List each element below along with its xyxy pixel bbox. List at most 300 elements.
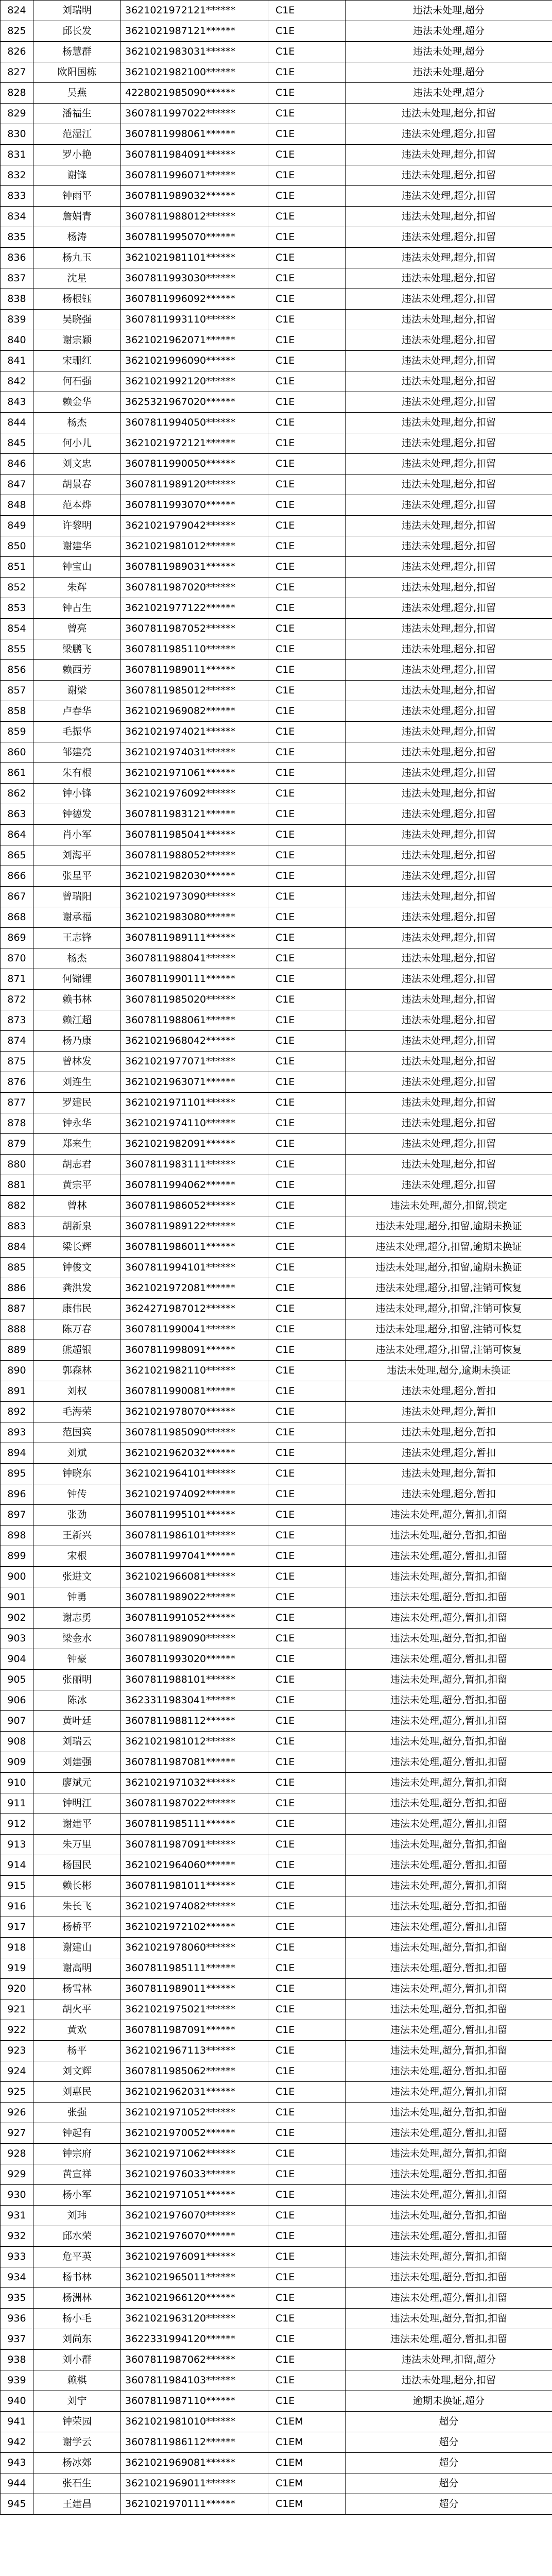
id-number-cell: 3607811989031****** — [121, 557, 268, 578]
table-row — [1, 2164, 552, 2185]
row-number-cell: 891 — [1, 1381, 33, 1402]
name-cell: 张石生 — [33, 2473, 121, 2494]
id-number-cell: 3621021969011****** — [121, 2473, 268, 2494]
status-cell: 违法未处理,超分,扣留 — [346, 454, 552, 474]
name-cell: 刘文忠 — [33, 454, 121, 474]
row-number-cell: 906 — [1, 1690, 33, 1711]
row-number-cell: 859 — [1, 722, 33, 742]
row-number-cell: 857 — [1, 681, 33, 701]
status-cell: 违法未处理,超分 — [346, 1, 552, 21]
license-class-cell: C1E — [268, 536, 346, 557]
id-number-cell: 3607811989111****** — [121, 928, 268, 948]
table-row — [1, 1196, 552, 1216]
table-row — [1, 207, 552, 227]
table-row — [1, 1361, 552, 1381]
row-number-cell: 830 — [1, 124, 33, 145]
table-row — [1, 2041, 552, 2061]
id-number-cell: 3621021969082****** — [121, 701, 268, 722]
row-number-cell: 907 — [1, 1711, 33, 1732]
id-number-cell: 3621021962032****** — [121, 1443, 268, 1464]
license-class-cell: C1E — [268, 1711, 346, 1732]
name-cell: 胡志君 — [33, 1155, 121, 1175]
status-cell: 违法未处理,超分,暂扣,扣留 — [346, 1690, 552, 1711]
row-number-cell: 867 — [1, 887, 33, 907]
id-number-cell: 3621021965011****** — [121, 2267, 268, 2288]
name-cell: 刘海平 — [33, 845, 121, 866]
license-class-cell: C1E — [268, 1608, 346, 1629]
row-number-cell: 829 — [1, 104, 33, 124]
name-cell: 赖金华 — [33, 392, 121, 413]
row-number-cell: 844 — [1, 413, 33, 433]
license-class-cell: C1E — [268, 165, 346, 186]
id-number-cell: 3607811994062****** — [121, 1175, 268, 1196]
name-cell: 杨冰郊 — [33, 2453, 121, 2473]
id-number-cell: 3607811993020****** — [121, 1649, 268, 1670]
table-row — [1, 1938, 552, 1958]
license-class-cell: C1E — [268, 2391, 346, 2412]
name-cell: 吴晓强 — [33, 310, 121, 330]
table-row — [1, 1216, 552, 1237]
id-number-cell: 3621021982030****** — [121, 866, 268, 887]
row-number-cell: 866 — [1, 866, 33, 887]
name-cell: 刘斌 — [33, 1443, 121, 1464]
row-number-cell: 864 — [1, 825, 33, 845]
table-row — [1, 1278, 552, 1299]
row-number-cell: 849 — [1, 516, 33, 536]
table-row — [1, 474, 552, 495]
row-number-cell: 865 — [1, 845, 33, 866]
row-number-cell: 838 — [1, 289, 33, 310]
table-row — [1, 2288, 552, 2309]
status-cell: 违法未处理,超分,暂扣,扣留 — [346, 2041, 552, 2061]
table-row — [1, 2309, 552, 2329]
row-number-cell: 921 — [1, 1999, 33, 2020]
license-class-cell: C1E — [268, 763, 346, 784]
table-row — [1, 1773, 552, 1793]
row-number-cell: 920 — [1, 1979, 33, 1999]
status-cell: 违法未处理,超分,暂扣,扣留 — [346, 2206, 552, 2226]
name-cell: 杨国民 — [33, 1855, 121, 1876]
row-number-cell: 897 — [1, 1505, 33, 1526]
id-number-cell: 3607811988061****** — [121, 1010, 268, 1031]
table-row — [1, 1072, 552, 1093]
license-class-cell: C1E — [268, 2164, 346, 2185]
id-number-cell: 3621021992120****** — [121, 371, 268, 392]
id-number-cell: 3607811987062****** — [121, 2350, 268, 2370]
name-cell: 赖长彬 — [33, 1876, 121, 1896]
table-row — [1, 495, 552, 516]
license-class-cell: C1E — [268, 1237, 346, 1258]
id-number-cell: 3621021983031****** — [121, 42, 268, 62]
status-cell: 违法未处理,超分,扣留 — [346, 371, 552, 392]
id-number-cell: 3621021981010****** — [121, 2412, 268, 2432]
name-cell: 黄欢 — [33, 2020, 121, 2041]
name-cell: 王新兴 — [33, 1526, 121, 1546]
id-number-cell: 4228021985090****** — [121, 83, 268, 104]
name-cell: 杨九玉 — [33, 248, 121, 268]
status-cell: 违法未处理,超分,暂扣,扣留 — [346, 1752, 552, 1773]
status-cell: 违法未处理,超分,扣留 — [346, 866, 552, 887]
table-row — [1, 42, 552, 62]
row-number-cell: 886 — [1, 1278, 33, 1299]
license-class-cell: C1E — [268, 1010, 346, 1031]
table-row — [1, 1732, 552, 1752]
id-number-cell: 3607811985111****** — [121, 1814, 268, 1835]
status-cell: 超分 — [346, 2494, 552, 2515]
id-number-cell: 3621021974082****** — [121, 1896, 268, 1917]
id-number-cell: 3621021973090****** — [121, 887, 268, 907]
license-class-cell: C1E — [268, 887, 346, 907]
row-number-cell: 933 — [1, 2247, 33, 2267]
status-cell: 违法未处理,超分,扣留 — [346, 207, 552, 227]
status-cell: 违法未处理,超分,扣留 — [346, 289, 552, 310]
license-class-cell: C1E — [268, 1526, 346, 1546]
id-number-cell: 3607811985020****** — [121, 990, 268, 1010]
table-row — [1, 248, 552, 268]
id-number-cell: 3621021972121****** — [121, 1, 268, 21]
status-cell: 违法未处理,超分 — [346, 62, 552, 83]
name-cell: 许黎明 — [33, 516, 121, 536]
table-row — [1, 1896, 552, 1917]
id-number-cell: 3621021976091****** — [121, 2247, 268, 2267]
license-class-cell: C1E — [268, 1876, 346, 1896]
status-cell: 违法未处理,超分,暂扣,扣留 — [346, 2061, 552, 2082]
row-number-cell: 869 — [1, 928, 33, 948]
name-cell: 陈万春 — [33, 1319, 121, 1340]
name-cell: 谢高明 — [33, 1958, 121, 1979]
row-number-cell: 919 — [1, 1958, 33, 1979]
name-cell: 刘连生 — [33, 1072, 121, 1093]
license-class-cell: C1E — [268, 1752, 346, 1773]
id-number-cell: 3621021971062****** — [121, 2144, 268, 2164]
table-row — [1, 1876, 552, 1896]
license-class-cell: C1E — [268, 83, 346, 104]
license-class-cell: C1E — [268, 1546, 346, 1567]
row-number-cell: 939 — [1, 2370, 33, 2391]
license-class-cell: C1E — [268, 681, 346, 701]
table-row — [1, 2329, 552, 2350]
license-class-cell: C1E — [268, 2350, 346, 2370]
id-number-cell: 3607811989090****** — [121, 1629, 268, 1649]
name-cell: 赖书林 — [33, 990, 121, 1010]
id-number-cell: 3607811988052****** — [121, 845, 268, 866]
row-number-cell: 903 — [1, 1629, 33, 1649]
table-row — [1, 2082, 552, 2103]
status-cell: 违法未处理,超分,扣留 — [346, 722, 552, 742]
table-row — [1, 330, 552, 351]
table-row — [1, 2144, 552, 2164]
id-number-cell: 3607811985012****** — [121, 681, 268, 701]
id-number-cell: 3607811989122****** — [121, 1216, 268, 1237]
table-row — [1, 1093, 552, 1113]
status-cell: 违法未处理,超分,暂扣 — [346, 1443, 552, 1464]
table-row — [1, 104, 552, 124]
name-cell: 刘尚东 — [33, 2329, 121, 2350]
id-number-cell: 3621021976070****** — [121, 2226, 268, 2247]
row-number-cell: 870 — [1, 948, 33, 969]
license-class-cell: C1EM — [268, 2494, 346, 2515]
table-row — [1, 784, 552, 804]
row-number-cell: 936 — [1, 2309, 33, 2329]
table-row — [1, 1979, 552, 1999]
status-cell: 违法未处理,超分,扣留 — [346, 578, 552, 598]
name-cell: 张进文 — [33, 1567, 121, 1587]
status-cell: 违法未处理,超分,扣留 — [346, 433, 552, 454]
status-cell: 违法未处理,超分,暂扣,扣留 — [346, 1855, 552, 1876]
name-cell: 毛振华 — [33, 722, 121, 742]
name-cell: 曾瑞阳 — [33, 887, 121, 907]
row-number-cell: 861 — [1, 763, 33, 784]
name-cell: 杨洲林 — [33, 2288, 121, 2309]
license-class-cell: C1E — [268, 1567, 346, 1587]
id-number-cell: 3607811997041****** — [121, 1546, 268, 1567]
name-cell: 谢建华 — [33, 536, 121, 557]
status-cell: 违法未处理,超分,暂扣,扣留 — [346, 1814, 552, 1835]
id-number-cell: 3607811990050****** — [121, 454, 268, 474]
status-cell: 违法未处理,超分,扣留,逾期未换证 — [346, 1216, 552, 1237]
id-number-cell: 3607811987110****** — [121, 2391, 268, 2412]
id-number-cell: 3607811986112****** — [121, 2432, 268, 2453]
table-row — [1, 1381, 552, 1402]
id-number-cell: 3621021962071****** — [121, 330, 268, 351]
name-cell: 谢锋 — [33, 165, 121, 186]
name-cell: 朱有根 — [33, 763, 121, 784]
row-number-cell: 852 — [1, 578, 33, 598]
license-class-cell: C1E — [268, 371, 346, 392]
status-cell: 违法未处理,超分,暂扣,扣留 — [346, 2267, 552, 2288]
id-number-cell: 3607811993030****** — [121, 268, 268, 289]
name-cell: 邱长发 — [33, 21, 121, 42]
row-number-cell: 862 — [1, 784, 33, 804]
name-cell: 杨杰 — [33, 413, 121, 433]
id-number-cell: 3621021974031****** — [121, 742, 268, 763]
id-number-cell: 3607811998061****** — [121, 124, 268, 145]
id-number-cell: 3607811988041****** — [121, 948, 268, 969]
table-row — [1, 2020, 552, 2041]
id-number-cell: 3621021966081****** — [121, 1567, 268, 1587]
table-row — [1, 928, 552, 948]
row-number-cell: 915 — [1, 1876, 33, 1896]
name-cell: 谢承福 — [33, 907, 121, 928]
row-number-cell: 900 — [1, 1567, 33, 1587]
license-class-cell: C1E — [268, 2206, 346, 2226]
name-cell: 钟宗府 — [33, 2144, 121, 2164]
table-row — [1, 2432, 552, 2453]
row-number-cell: 901 — [1, 1587, 33, 1608]
row-number-cell: 880 — [1, 1155, 33, 1175]
status-cell: 违法未处理,超分,扣留 — [346, 165, 552, 186]
id-number-cell: 3621021972081****** — [121, 1278, 268, 1299]
status-cell: 违法未处理,超分,扣留 — [346, 248, 552, 268]
table-row — [1, 1175, 552, 1196]
row-number-cell: 916 — [1, 1896, 33, 1917]
name-cell: 谢建平 — [33, 1814, 121, 1835]
row-number-cell: 894 — [1, 1443, 33, 1464]
table-row — [1, 1546, 552, 1567]
id-number-cell: 3621021964060****** — [121, 1855, 268, 1876]
license-class-cell: C1E — [268, 1629, 346, 1649]
table-row — [1, 1793, 552, 1814]
row-number-cell: 905 — [1, 1670, 33, 1690]
status-cell: 违法未处理,超分 — [346, 42, 552, 62]
name-cell: 杨慧群 — [33, 42, 121, 62]
row-number-cell: 918 — [1, 1938, 33, 1958]
status-cell: 违法未处理,超分,扣留 — [346, 825, 552, 845]
name-cell: 钟明江 — [33, 1793, 121, 1814]
license-class-cell: C1E — [268, 866, 346, 887]
license-class-cell: C1E — [268, 1258, 346, 1278]
name-cell: 梁鹏飞 — [33, 639, 121, 660]
id-number-cell: 3621021962031****** — [121, 2082, 268, 2103]
table-row — [1, 1608, 552, 1629]
status-cell: 违法未处理,超分,暂扣,扣留 — [346, 2329, 552, 2350]
id-number-cell: 3622331994120****** — [121, 2329, 268, 2350]
id-number-cell: 3621021981012****** — [121, 1732, 268, 1752]
id-number-cell: 3623311983041****** — [121, 1690, 268, 1711]
license-class-cell: C1E — [268, 1113, 346, 1134]
row-number-cell: 914 — [1, 1855, 33, 1876]
license-class-cell: C1E — [268, 1134, 346, 1155]
status-cell: 违法未处理,超分,扣留 — [346, 990, 552, 1010]
row-number-cell: 893 — [1, 1422, 33, 1443]
license-class-cell: C1E — [268, 1670, 346, 1690]
row-number-cell: 908 — [1, 1732, 33, 1752]
status-cell: 违法未处理,超分,扣留 — [346, 1134, 552, 1155]
row-number-cell: 892 — [1, 1402, 33, 1422]
table-row — [1, 1443, 552, 1464]
status-cell: 违法未处理,超分,扣留 — [346, 948, 552, 969]
name-cell: 刘惠民 — [33, 2082, 121, 2103]
status-cell: 违法未处理,超分,暂扣,扣留 — [346, 1670, 552, 1690]
license-class-cell: C1E — [268, 1690, 346, 1711]
table-row — [1, 639, 552, 660]
name-cell: 钟俊文 — [33, 1258, 121, 1278]
id-number-cell: 3621021976033****** — [121, 2164, 268, 2185]
name-cell: 刘文辉 — [33, 2061, 121, 2082]
status-cell: 违法未处理,超分,扣留 — [346, 310, 552, 330]
table-row — [1, 1010, 552, 1031]
status-cell: 违法未处理,超分,暂扣,扣留 — [346, 1629, 552, 1649]
row-number-cell: 863 — [1, 804, 33, 825]
name-cell: 钟小锋 — [33, 784, 121, 804]
license-class-cell: C1E — [268, 2123, 346, 2144]
license-class-cell: C1E — [268, 413, 346, 433]
status-cell: 违法未处理,超分,暂扣,扣留 — [346, 2309, 552, 2329]
license-class-cell: C1E — [268, 330, 346, 351]
id-number-cell: 3621021971101****** — [121, 1093, 268, 1113]
name-cell: 刘小群 — [33, 2350, 121, 2370]
status-cell: 违法未处理,超分,扣留 — [346, 392, 552, 413]
name-cell: 谢梁 — [33, 681, 121, 701]
status-cell: 违法未处理,超分,扣留 — [346, 413, 552, 433]
table-row — [1, 2494, 552, 2515]
id-number-cell: 3621021982110****** — [121, 1361, 268, 1381]
name-cell: 卢春华 — [33, 701, 121, 722]
name-cell: 刘玮 — [33, 2206, 121, 2226]
id-number-cell: 3607811995070****** — [121, 227, 268, 248]
license-class-cell: C1E — [268, 2247, 346, 2267]
license-class-cell: C1E — [268, 598, 346, 619]
row-number-cell: 850 — [1, 536, 33, 557]
name-cell: 王建昌 — [33, 2494, 121, 2515]
name-cell: 罗建民 — [33, 1093, 121, 1113]
row-number-cell: 836 — [1, 248, 33, 268]
license-class-cell: C1E — [268, 742, 346, 763]
id-number-cell: 3621021975021****** — [121, 1999, 268, 2020]
table-row — [1, 557, 552, 578]
name-cell: 曾亮 — [33, 619, 121, 639]
id-number-cell: 3607811994101****** — [121, 1258, 268, 1278]
status-cell: 违法未处理,超分,暂扣,扣留 — [346, 1732, 552, 1752]
id-number-cell: 3621021976092****** — [121, 784, 268, 804]
row-number-cell: 876 — [1, 1072, 33, 1093]
status-cell: 违法未处理,超分,扣留 — [346, 104, 552, 124]
row-number-cell: 925 — [1, 2082, 33, 2103]
table-row — [1, 2226, 552, 2247]
license-class-cell: C1E — [268, 1484, 346, 1505]
name-cell: 张星平 — [33, 866, 121, 887]
row-number-cell: 898 — [1, 1526, 33, 1546]
table-row — [1, 83, 552, 104]
table-row — [1, 1319, 552, 1340]
status-cell: 逾期未换证,超分 — [346, 2391, 552, 2412]
row-number-cell: 889 — [1, 1340, 33, 1361]
row-number-cell: 841 — [1, 351, 33, 371]
id-number-cell: 3607811985110****** — [121, 639, 268, 660]
name-cell: 谢宗颖 — [33, 330, 121, 351]
id-number-cell: 3607811987020****** — [121, 578, 268, 598]
license-class-cell: C1E — [268, 186, 346, 207]
status-cell: 违法未处理,超分,暂扣,扣留 — [346, 2164, 552, 2185]
status-cell: 违法未处理,超分,扣留 — [346, 1010, 552, 1031]
status-cell: 违法未处理,超分,扣留 — [346, 2370, 552, 2391]
status-cell: 违法未处理,超分,暂扣,扣留 — [346, 1526, 552, 1546]
license-class-cell: C1E — [268, 928, 346, 948]
table-row — [1, 907, 552, 928]
status-cell: 违法未处理,超分,扣留 — [346, 701, 552, 722]
id-number-cell: 3621021981012****** — [121, 536, 268, 557]
id-number-cell: 3607811989022****** — [121, 1587, 268, 1608]
id-number-cell: 3624271987012****** — [121, 1299, 268, 1319]
license-class-cell: C1EM — [268, 2412, 346, 2432]
status-cell: 违法未处理,超分,暂扣,扣留 — [346, 2144, 552, 2164]
row-number-cell: 875 — [1, 1052, 33, 1072]
name-cell: 黄宣祥 — [33, 2164, 121, 2185]
id-number-cell: 3607811987091****** — [121, 1835, 268, 1855]
status-cell: 违法未处理,超分,扣留 — [346, 969, 552, 990]
license-class-cell: C1E — [268, 969, 346, 990]
row-number-cell: 927 — [1, 2123, 33, 2144]
table-row — [1, 1, 552, 21]
name-cell: 赖江超 — [33, 1010, 121, 1031]
status-cell: 超分 — [346, 2473, 552, 2494]
id-number-cell: 3607811997022****** — [121, 104, 268, 124]
id-number-cell: 3607811988101****** — [121, 1670, 268, 1690]
table-row — [1, 804, 552, 825]
status-cell: 违法未处理,超分,暂扣,扣留 — [346, 2123, 552, 2144]
table-row — [1, 2247, 552, 2267]
name-cell: 杨根钰 — [33, 289, 121, 310]
row-number-cell: 940 — [1, 2391, 33, 2412]
id-number-cell: 3621021982091****** — [121, 1134, 268, 1155]
id-number-cell: 3607811993110****** — [121, 310, 268, 330]
table-row — [1, 990, 552, 1010]
status-cell: 违法未处理,超分,扣留 — [346, 907, 552, 928]
id-number-cell: 3621021983080****** — [121, 907, 268, 928]
name-cell: 康伟民 — [33, 1299, 121, 1319]
id-number-cell: 3621021972102****** — [121, 1917, 268, 1938]
row-number-cell: 912 — [1, 1814, 33, 1835]
